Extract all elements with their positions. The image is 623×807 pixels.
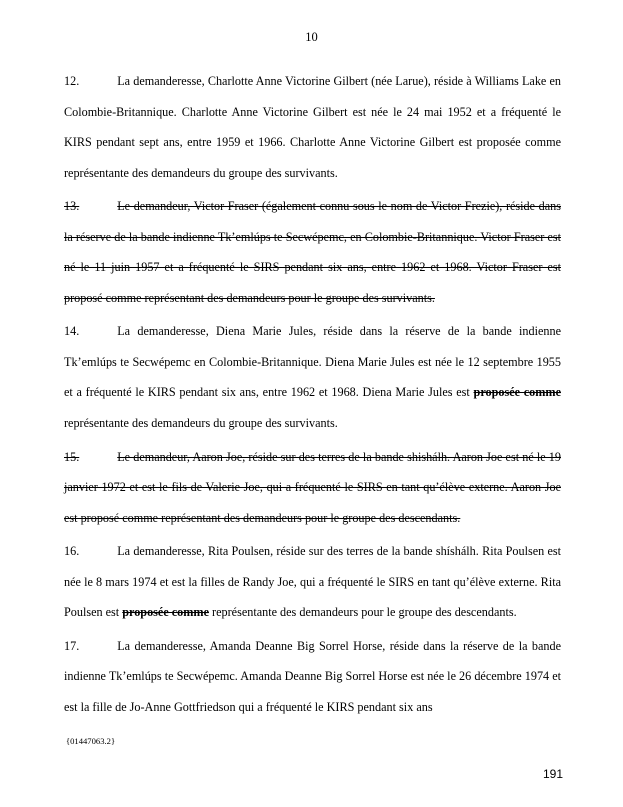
paragraph-14 bbox=[64, 316, 561, 438]
paragraph-12-number: 12. bbox=[64, 74, 80, 88]
paragraph-15-number: 15. bbox=[64, 449, 80, 464]
paragraph-16-struck-phrase: proposée comme bbox=[122, 605, 209, 620]
paragraph-13-text: Le demandeur, Victor Fraser (également connu sous le nom de Victor Frezie), réside dans la réserve de la bande indienne Tk’emlúps te Secwépemc, en Colombie-Britannique. Victor Fraser est né le 11 juin 1957 et a fréquenté le SIRS pendant six ans, entre 1962 et 1968. Victor Fraser est proposé comme représentant des demandeurs pour le groupe des survivants. bbox=[64, 199, 561, 305]
paragraph-15-struck-through bbox=[64, 442, 561, 534]
paragraph-16 bbox=[64, 536, 561, 628]
paragraph-12 bbox=[64, 66, 561, 188]
paragraph-14-text-after: représentante des demandeurs du groupe des survivants. bbox=[64, 416, 338, 431]
footer-page-number: 191 bbox=[543, 767, 564, 781]
paragraph-14-text-before: La demanderesse, Diena Marie Jules, réside dans la réserve de la bande indienne Tk’emlúps te Secwépemc en Colombie-Britannique. Diena Marie Jules est née le 12 septembre 1955 et a fréquenté le KIRS pendant six ans, entre 1962 et 1968. Diena Marie Jules est bbox=[64, 324, 561, 400]
document-body bbox=[64, 66, 561, 725]
footer-document-id: {01447063.2} bbox=[66, 736, 116, 746]
paragraph-12-text: La demanderesse, Charlotte Anne Victorine Gilbert (née Larue), réside à Williams Lake en Colombie-Britannique. Charlotte Anne Victorine Gilbert est née le 24 mai 1952 et a fréquenté le KIRS pendant sept ans, entre 1959 et 1966. Charlotte Anne Victorine Gilbert est proposée comme représentante des demandeurs du groupe des survivants. bbox=[64, 74, 561, 180]
paragraph-17-number: 17. bbox=[64, 638, 80, 653]
paragraph-16-text-after: représentante des demandeurs pour le groupe des descendants. bbox=[209, 605, 517, 620]
paragraph-14-number: 14. bbox=[64, 324, 80, 339]
paragraph-16-text-before: La demanderesse, Rita Poulsen, réside sur des terres de la bande shíshálh. Rita Poulsen est née le 8 mars 1974 et est la filles de Randy Joe, qui a fréquenté le SIRS en tant qu’élève externe. Rita Poulsen est bbox=[64, 544, 561, 620]
paragraph-14-struck-phrase: proposée comme bbox=[473, 385, 561, 400]
page-header-number: 10 bbox=[305, 30, 318, 44]
paragraph-15-text: Le demandeur, Aaron Joe, réside sur des terres de la bande shishálh. Aaron Joe est né le 19 janvier 1972 et est le fils de Valerie Joe, qui a fréquenté le SIRS en tant qu’élève externe. Aaron Joe est proposé comme représentant des demandeurs pour le groupe des descendants. bbox=[64, 449, 561, 525]
paragraph-17 bbox=[64, 631, 561, 723]
paragraph-16-number: 16. bbox=[64, 544, 80, 559]
paragraph-13-number: 13. bbox=[64, 199, 80, 214]
paragraph-17-text: La demanderesse, Amanda Deanne Big Sorrel Horse, réside dans la réserve de la bande indienne Tk’emlúps te Secwépemc. Amanda Deanne Big Sorrel Horse est née le 26 décembre 1974 et est la fille de Jo-Anne Gottfriedson qui a fréquenté le KIRS pendant six ans bbox=[64, 638, 561, 714]
paragraph-13-struck-through bbox=[64, 191, 561, 313]
